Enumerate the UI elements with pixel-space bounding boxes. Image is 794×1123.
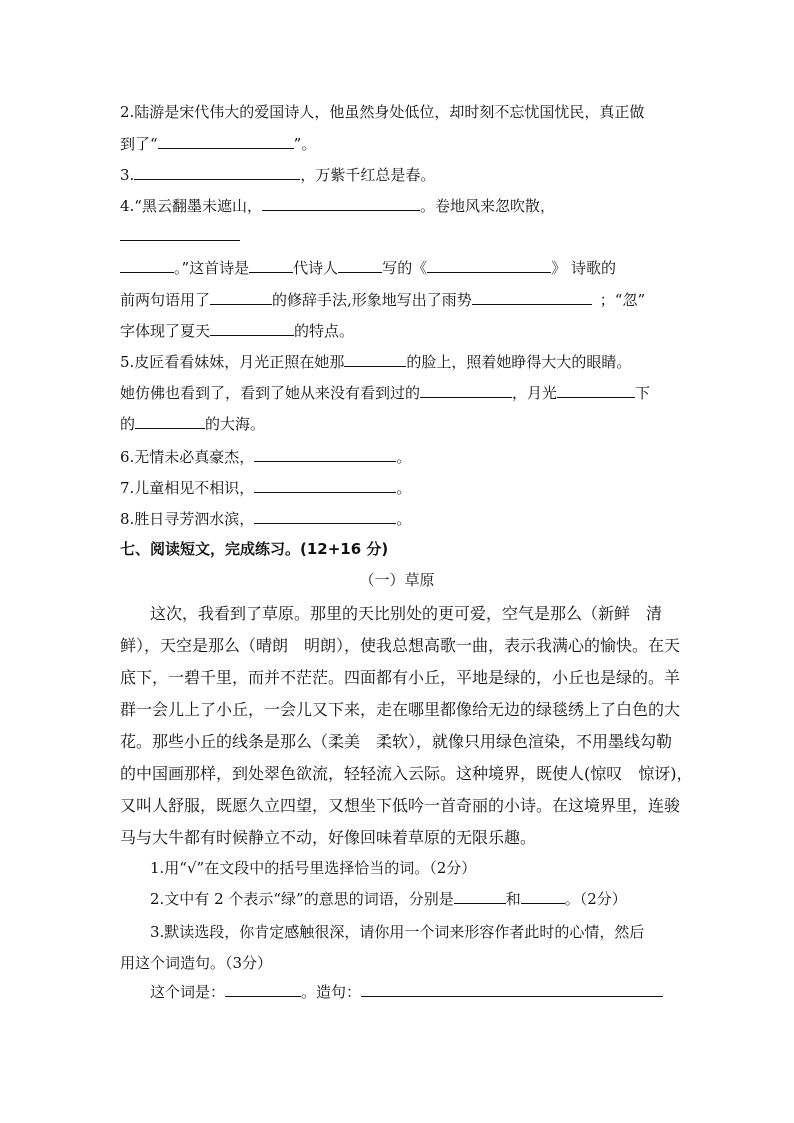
q5-blank-2[interactable] bbox=[420, 383, 512, 398]
q2-text-b: 到了“ bbox=[120, 135, 158, 153]
exercise-3-line-2: 用这个词造句。（3分） bbox=[120, 954, 273, 972]
section-7-heading: 七、阅读短文，完成练习。(12+16 分) bbox=[120, 540, 389, 558]
q2-line-1 bbox=[120, 102, 644, 122]
q8-line bbox=[120, 509, 411, 529]
q6-text-a: 6.无情未必真豪杰， bbox=[120, 448, 255, 466]
exercise-3-line-1: 3.默读选段，你肯定感触很深，请你用一个词来形容作者此时的心情，然后 bbox=[150, 923, 645, 941]
q7-text-b: 。 bbox=[396, 479, 412, 497]
q5-text-d: ，月光 bbox=[512, 384, 558, 402]
q4-text-h: 的修辞手法,形象地写出了雨势 bbox=[272, 291, 472, 309]
q5-line-1 bbox=[120, 352, 631, 372]
q2-text-c: ”。 bbox=[293, 135, 317, 153]
passage-line-7: 又叫人舒服，既愿久立四望，又想坐下低吟一首奇丽的小诗。在这境界里，连骏 bbox=[120, 796, 681, 815]
ex2-text-a: 2.文中有 2 个表示“绿”的意思的词语，分别是 bbox=[150, 890, 454, 908]
q4-text-a: 4.“黑云翻墨未遮山， bbox=[120, 197, 262, 215]
passage-subtitle: （一）草原 bbox=[359, 571, 435, 589]
q5-line-2 bbox=[120, 383, 650, 403]
q5-text-g: 的大海。 bbox=[205, 415, 266, 433]
q4-text-e: 写的《 bbox=[382, 259, 428, 277]
q5-text-c: 她仿佛也看到了，看到了她从来没有看到过的 bbox=[120, 384, 421, 402]
q4-text-c: 。”这首诗是 bbox=[174, 259, 250, 277]
passage-line-8: 马与大牛都有时候静立不动，好像回味着草原的无限乐趣。 bbox=[120, 828, 537, 847]
q5-text-f: 的 bbox=[120, 415, 136, 433]
q4-line-1 bbox=[120, 196, 555, 216]
q6-blank[interactable] bbox=[254, 447, 396, 462]
ex3-sentence-blank[interactable] bbox=[361, 982, 663, 997]
q5-blank-3[interactable] bbox=[557, 383, 635, 398]
q4-blank-3[interactable] bbox=[120, 258, 174, 273]
q4-blank-summer[interactable] bbox=[210, 321, 294, 336]
q4-text-i: ；“忽” bbox=[599, 291, 646, 309]
q5-blank-4[interactable] bbox=[135, 414, 205, 429]
q4-text-g: 前两句语用了 bbox=[120, 291, 211, 309]
ex2-blank-1[interactable] bbox=[454, 889, 506, 904]
exercise-2 bbox=[150, 889, 627, 909]
ex2-text-c: 。（2分） bbox=[564, 890, 627, 908]
q4-blank-poet[interactable] bbox=[338, 258, 382, 273]
q7-text-a: 7.儿童相见不相识， bbox=[120, 479, 255, 497]
q5-line-3 bbox=[120, 414, 265, 434]
exercise-3-line-3 bbox=[150, 982, 663, 1002]
ex2-text-b: 和 bbox=[505, 890, 521, 908]
q4-blank-2[interactable] bbox=[120, 240, 240, 241]
q8-text-b: 。 bbox=[396, 510, 412, 528]
ex2-blank-2[interactable] bbox=[521, 889, 565, 904]
ex3-text-d: 。造句： bbox=[301, 983, 362, 1001]
q4-blank-rain[interactable] bbox=[472, 290, 592, 305]
q5-text-e: 下 bbox=[635, 384, 651, 402]
q6-line bbox=[120, 447, 411, 467]
q4-line-3 bbox=[120, 290, 645, 310]
exercise-1: 1.用“√”在文段中的括号里选择恰当的词。（2分） bbox=[150, 859, 477, 877]
q4-text-k: 的特点。 bbox=[294, 322, 355, 340]
q8-text-a: 8.胜日寻芳泗水滨， bbox=[120, 510, 255, 528]
q6-text-b: 。 bbox=[396, 448, 412, 466]
passage-line-2: 鲜），天空是那么（晴朗 明朗），使我总想高歌一曲，表示我满心的愉快。在天 bbox=[120, 636, 681, 655]
ex3-text-c: 这个词是： bbox=[150, 983, 226, 1001]
passage-line-5: 花。那些小丘的线条是那么（柔美 柔软），就像只用绿色渲染，不用墨线勾勒 bbox=[120, 732, 673, 751]
q4-text-j: 字体现了夏天 bbox=[120, 322, 211, 340]
q4-line-2 bbox=[120, 258, 616, 278]
passage-line-4: 群一会儿上了小丘，一会儿又下来，走在哪里都像给无边的绿毯绣上了白色的大 bbox=[120, 700, 681, 719]
q8-blank[interactable] bbox=[254, 509, 396, 524]
q7-line bbox=[120, 478, 411, 498]
q5-text-b: 的脸上，照着她睁得大大的眼睛。 bbox=[406, 353, 632, 371]
q3-line bbox=[120, 165, 435, 185]
q4-blank-rhetoric[interactable] bbox=[210, 290, 272, 305]
q4-blank-dynasty[interactable] bbox=[249, 258, 293, 273]
passage-line-1: 这次，我看到了草原。那里的天比别处的更可爱，空气是那么（新鲜 清 bbox=[150, 604, 663, 623]
q2-line-2 bbox=[120, 134, 316, 154]
q4-text-f: 》 诗歌的 bbox=[551, 259, 616, 277]
ex3-word-blank[interactable] bbox=[225, 982, 301, 997]
passage-line-3: 底下，一碧千里，而并不茫茫。四面都有小丘，平地是绿的，小丘也是绿的。羊 bbox=[120, 668, 681, 687]
q5-blank-1[interactable] bbox=[344, 352, 406, 367]
q4-blank-1[interactable] bbox=[262, 196, 420, 211]
q2-text: 2.陆游是宋代伟大的爱国诗人，他虽然身处低位，却时刻不忘忧国忧民，真正做 bbox=[120, 103, 645, 121]
q4-blank-title[interactable] bbox=[427, 258, 551, 273]
q3-text-a: 3. bbox=[120, 166, 135, 184]
q5-text-a: 5.皮匠看看妹妹，月光正照在她那 bbox=[120, 353, 345, 371]
q4-text-d: 代诗人 bbox=[293, 259, 339, 277]
q3-text-b: ，万紫千红总是春。 bbox=[300, 166, 436, 184]
q7-blank[interactable] bbox=[254, 478, 396, 493]
q2-blank[interactable] bbox=[158, 134, 294, 149]
q4-text-b: 。卷地风来忽吹散， bbox=[419, 197, 555, 215]
passage-line-6: 的中国画那样，到处翠色欲流，轻轻流入云际。这种境界，既使人(惊叹 惊讶)， bbox=[120, 764, 693, 783]
q3-blank[interactable] bbox=[134, 165, 300, 180]
q4-line-4 bbox=[120, 321, 354, 341]
